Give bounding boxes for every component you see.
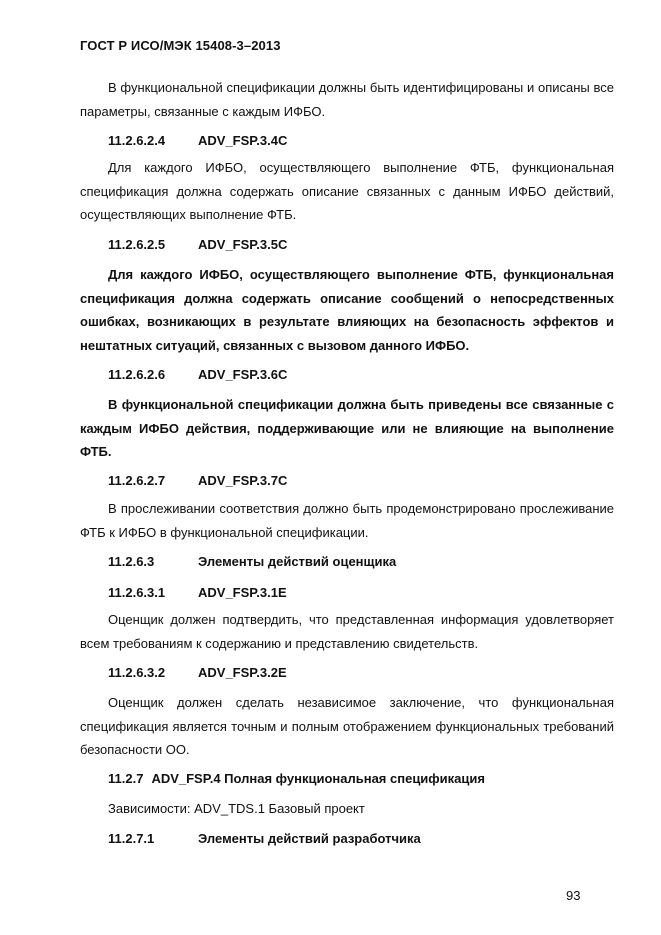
paragraph-fsp-actions: Для каждого ИФБО, осуществляющего выполнение ФТБ, функциональная спецификация должна содержать описание связанных с данным ИФБО действий, осуществляющих выполнение ФТБ. [80,160,614,222]
section-heading-11-2-7 [108,771,485,786]
section-title: ADV_FSP.3.6C [198,367,288,382]
section-number: 11.2.6.2.5 [108,237,166,252]
paragraph-traceability: В прослеживании соответствия должно быть продемонстрировано прослеживание ФТБ к ИФБО в функциональной спецификации. [80,501,614,540]
section-title: ADV_FSP.3.5C [198,237,288,252]
section-title: Элементы действий разработчика [198,831,421,846]
section-heading-11-2-6-2-4 [108,133,287,148]
section-heading-11-2-7-1 [108,831,421,846]
document-header: ГОСТ Р ИСО/МЭК 15408-3–2013 [80,38,281,53]
page-number: 93 [566,888,581,903]
section-number: 11.2.6.2.7 [108,473,166,488]
section-title: ADV_FSP.3.7C [198,473,288,488]
paragraph-evaluator-confirm: Оценщик должен подтвердить, что представленная информация удовлетворяет всем требованиям к содержанию и представлению свидетельств. [80,612,614,651]
section-number: 11.2.6.3.2 [108,665,166,680]
paragraph-fsp-params: В функциональной спецификации должны быть идентифицированы и описаны все параметры, связанные с каждым ИФБО. [80,80,614,119]
paragraph-fsp-error-messages: Для каждого ИФБО, осуществляющего выполнение ФТБ, функциональная спецификация должна содержать описание сообщений о непосредственных ошибках, возникающих в результате влияющих на безопасность эффектов и нештатных ситуаций, связанных с вызовом данного ИФБО. [80,267,614,353]
section-number: 11.2.7 [108,771,144,786]
section-heading-11-2-6-2-6 [108,367,287,382]
section-number: 11.2.6.2.6 [108,367,166,382]
paragraph-fsp-supporting-actions: В функциональной спецификации должна быть приведены все связанные с каждым ИФБО действия, поддерживающие или не влияющие на выполнение ФТБ. [80,397,614,459]
section-heading-11-2-6-3 [108,554,396,569]
section-number: 11.2.6.3 [108,554,155,569]
section-heading-11-2-6-2-7 [108,473,287,488]
section-number: 11.2.6.2.4 [108,133,166,148]
paragraph-evaluator-independent: Оценщик должен сделать независимое заключение, что функциональная спецификация является точным и полным отображением функциональных требований безопасности ОО. [80,695,614,757]
section-heading-11-2-6-3-1 [108,585,287,600]
dependencies-line: Зависимости: ADV_TDS.1 Базовый проект [108,801,365,816]
section-title: ADV_FSP.3.2E [198,665,287,680]
section-title: ADV_FSP.3.1E [198,585,287,600]
section-heading-11-2-6-3-2 [108,665,287,680]
section-title: ADV_FSP.3.4C [198,133,288,148]
section-title: ADV_FSP.4 Полная функциональная спецификация [151,771,485,786]
section-number: 11.2.7.1 [108,831,155,846]
section-number: 11.2.6.3.1 [108,585,166,600]
section-title: Элементы действий оценщика [198,554,397,569]
section-heading-11-2-6-2-5 [108,237,287,252]
